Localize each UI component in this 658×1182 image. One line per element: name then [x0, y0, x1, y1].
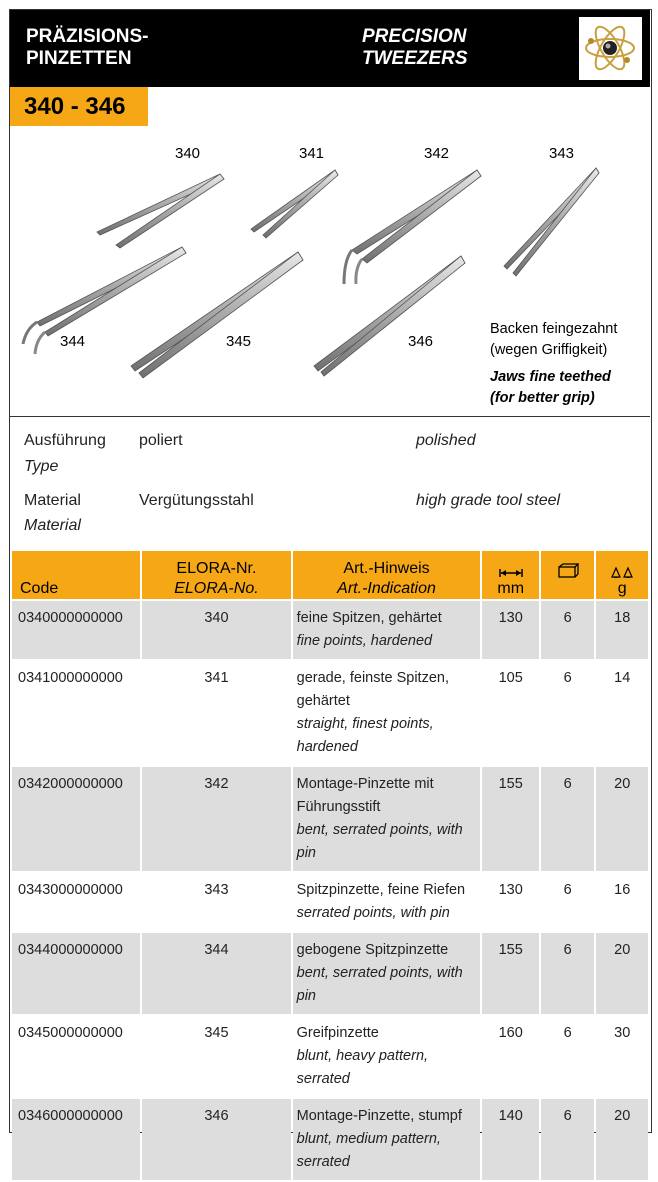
cell-pack: 6 — [563, 1025, 572, 1041]
type-value-de: poliert — [139, 432, 183, 449]
cell-pack: 6 — [541, 1099, 595, 1180]
art-de: gebogene Spitzpinzette — [296, 942, 449, 958]
table-row — [12, 1016, 648, 1097]
cell-pack: 6 — [541, 933, 595, 1014]
note-de-line2: (wegen Griffigkeit) — [490, 342, 608, 358]
note-de-line1: Backen feingezahnt — [490, 321, 618, 337]
table-row — [12, 661, 648, 765]
cell-art — [293, 601, 481, 659]
cell-elora-nr: 345 — [204, 1025, 229, 1041]
art-de: Spitzpinzette, feine Riefen — [296, 882, 466, 898]
art-de: Greifpinzette — [296, 1025, 379, 1041]
package-icon — [541, 563, 595, 579]
weight-icon — [596, 565, 648, 579]
art-de: Montage-Pinzette, stumpf — [296, 1108, 462, 1124]
tweezer-343 — [504, 168, 599, 276]
cell-code: 0343000000000 — [18, 882, 123, 898]
header-length-unit: mm — [497, 580, 525, 597]
art-en: fine points, hardened — [296, 633, 433, 649]
cell-art — [293, 1016, 481, 1097]
cell-code: 0344000000000 — [12, 933, 140, 1014]
art-en: serrated points, with pin — [296, 905, 450, 921]
cell-art — [293, 1099, 481, 1180]
header-pack — [541, 551, 595, 599]
cell-elora-nr: 341 — [204, 670, 229, 686]
header-length — [482, 551, 539, 599]
header-art — [293, 551, 481, 599]
cell-weight: 30 — [614, 1025, 631, 1041]
label-346: 346 — [408, 333, 434, 350]
table-header-row — [12, 551, 648, 599]
type-value-en: polished — [416, 432, 476, 449]
atom-logo-icon — [579, 17, 642, 80]
art-de: feine Spitzen, gehärtet — [296, 610, 442, 626]
cell-weight: 14 — [614, 670, 631, 686]
cell-weight: 16 — [614, 882, 631, 898]
cell-pack: 6 — [563, 670, 572, 686]
product-table — [10, 549, 650, 1182]
note-english — [490, 367, 611, 409]
cell-art — [293, 873, 481, 931]
art-en: bent, serrated points, with pin — [296, 965, 463, 1004]
cell-code: 0340000000000 — [12, 601, 140, 659]
table-row — [12, 873, 648, 931]
cell-art — [293, 661, 481, 765]
table-row — [12, 1099, 648, 1180]
art-en: blunt, medium pattern, serrated — [296, 1131, 441, 1170]
cell-weight: 20 — [596, 933, 648, 1014]
cell-code: 0341000000000 — [18, 670, 123, 686]
header-elora-de: ELORA-Nr. — [176, 560, 257, 577]
tweezer-344 — [23, 247, 186, 354]
cell-code: 0345000000000 — [18, 1025, 123, 1041]
header-elora-en: ELORA-No. — [174, 580, 259, 597]
tweezer-341 — [251, 170, 338, 238]
title-english — [362, 26, 468, 70]
cell-mm: 130 — [498, 882, 523, 898]
cell-pack: 6 — [541, 601, 595, 659]
cell-mm: 140 — [482, 1099, 539, 1180]
label-341: 341 — [299, 145, 325, 162]
cell-art — [293, 933, 481, 1014]
cell-weight: 18 — [596, 601, 648, 659]
cell-elora-nr: 340 — [142, 601, 290, 659]
tweezer-346 — [314, 256, 465, 376]
cell-mm: 130 — [482, 601, 539, 659]
length-arrow-icon — [482, 567, 539, 579]
cell-weight: 20 — [596, 1099, 648, 1180]
header-elora — [142, 551, 290, 599]
header-code — [12, 551, 140, 599]
label-345: 345 — [226, 333, 252, 350]
table-row — [12, 601, 648, 659]
header-weight — [596, 551, 648, 599]
title-de-line2: PINZETTEN — [26, 48, 132, 69]
material-label-de: Material — [24, 492, 81, 509]
cell-pack: 6 — [541, 767, 595, 871]
note-en-line1: Jaws fine teethed — [490, 369, 611, 385]
cell-mm: 160 — [498, 1025, 523, 1041]
header-art-de: Art.-Hinweis — [343, 560, 430, 577]
cell-pack: 6 — [563, 882, 572, 898]
title-en-line1: PRECISION — [362, 26, 467, 47]
header-code-label: Code — [20, 580, 59, 597]
cell-code: 0342000000000 — [12, 767, 140, 871]
art-de: Montage-Pinzette mit Führungsstift — [296, 776, 434, 815]
catalog-page — [9, 9, 652, 1170]
cell-art — [293, 767, 481, 871]
tweezer-340 — [97, 174, 224, 248]
art-en: straight, finest points, hardened — [296, 716, 434, 755]
cell-mm: 155 — [482, 933, 539, 1014]
section-divider — [10, 416, 650, 417]
material-label-en: Material — [24, 517, 81, 534]
cell-elora-nr: 342 — [142, 767, 290, 871]
title-en-line2: TWEEZERS — [362, 48, 468, 69]
cell-elora-nr: 346 — [142, 1099, 290, 1180]
header-bar — [10, 10, 650, 87]
title-de-line1: PRÄZISIONS- — [26, 26, 149, 47]
cell-code: 0346000000000 — [12, 1099, 140, 1180]
product-range-label: 340 - 346 — [10, 87, 148, 126]
note-en-line2: (for better grip) — [490, 390, 595, 406]
label-344: 344 — [60, 333, 86, 350]
type-label-de: Ausführung — [24, 432, 106, 449]
type-label-en: Type — [24, 458, 59, 475]
label-340: 340 — [175, 145, 201, 162]
title-german — [26, 26, 148, 70]
table-row — [12, 767, 648, 871]
material-value-en: high grade tool steel — [416, 492, 561, 509]
cell-mm: 105 — [498, 670, 523, 686]
label-342: 342 — [424, 145, 450, 162]
label-343: 343 — [549, 145, 575, 162]
art-de: gerade, feinste Spitzen, gehärtet — [296, 670, 449, 709]
header-art-en: Art.-Indication — [337, 580, 436, 597]
table-row — [12, 933, 648, 1014]
art-en: bent, serrated points, with pin — [296, 822, 463, 861]
art-en: blunt, heavy pattern, serrated — [296, 1048, 429, 1087]
cell-elora-nr: 344 — [142, 933, 290, 1014]
cell-weight: 20 — [596, 767, 648, 871]
cell-mm: 155 — [482, 767, 539, 871]
note-german — [490, 319, 617, 361]
material-value-de: Vergütungsstahl — [139, 492, 254, 509]
header-weight-unit: g — [617, 580, 627, 597]
cell-elora-nr: 343 — [204, 882, 229, 898]
